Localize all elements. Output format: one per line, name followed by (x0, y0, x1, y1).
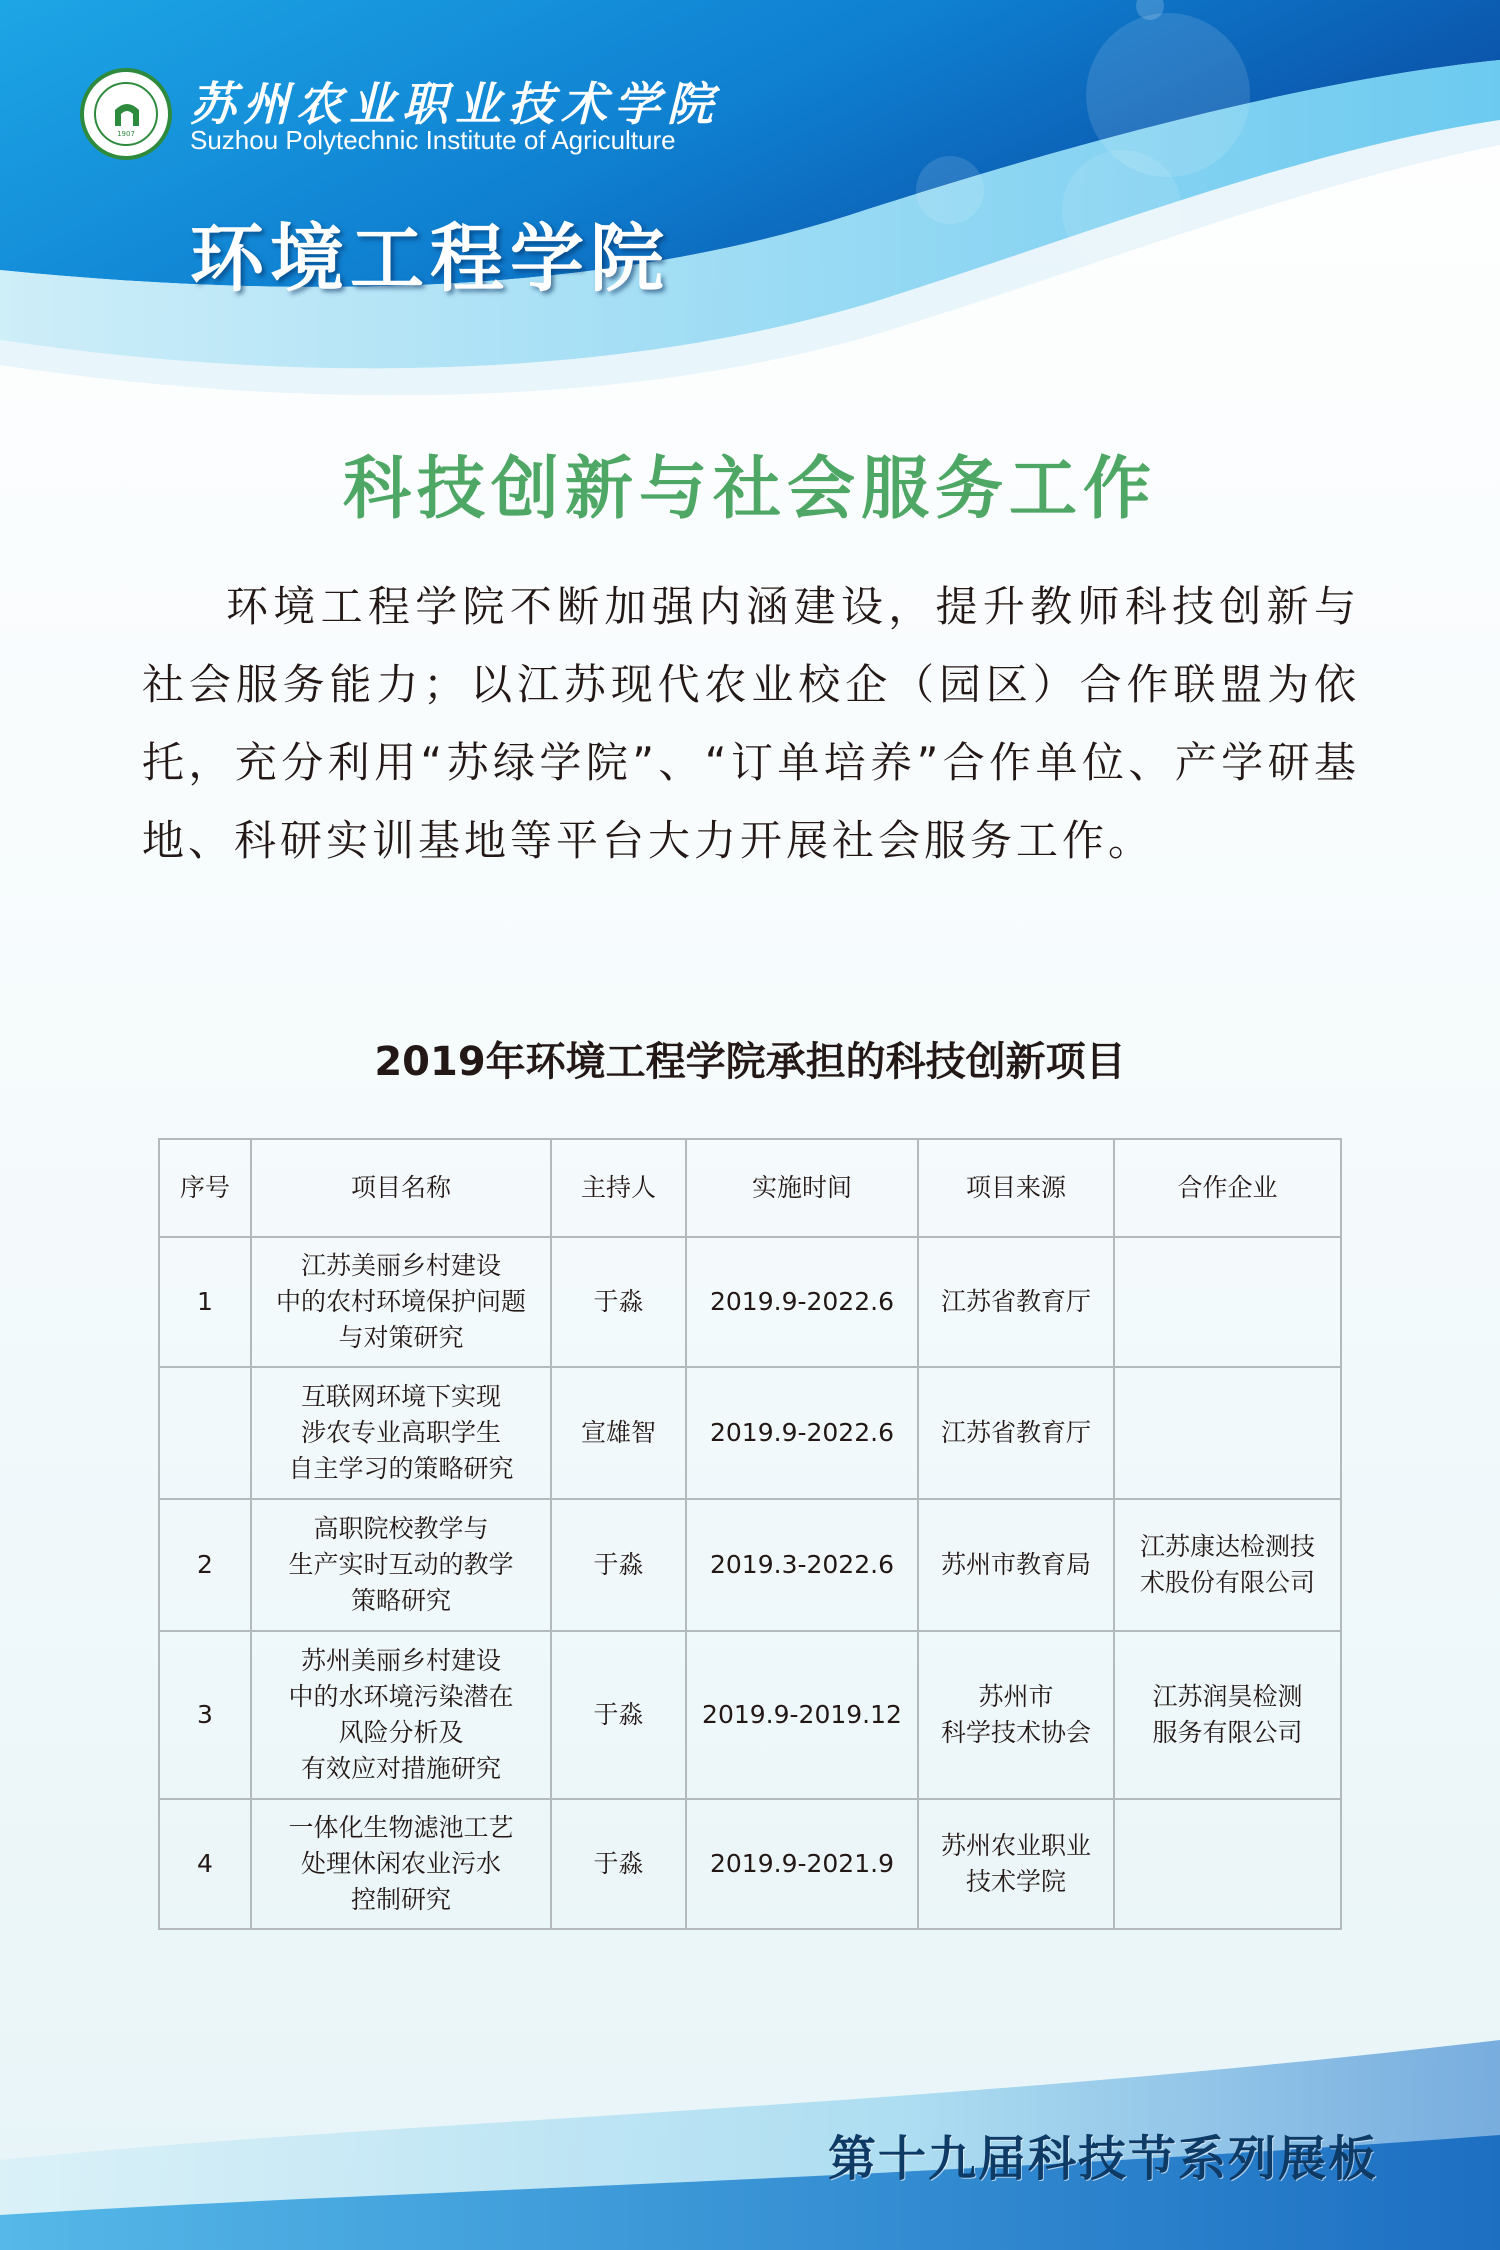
cell-source-line: 苏州市教育局 (940, 1550, 1091, 1579)
emblem-year: 1907 (117, 130, 135, 138)
table-row (159, 1367, 1341, 1499)
cell-name-line: 自主学习的策略研究 (288, 1454, 514, 1483)
cell-source-line: 江苏省教育厅 (940, 1287, 1091, 1316)
cell-name-line: 风险分析及 (338, 1718, 464, 1747)
cell-name-line: 中的水环境污染潜在 (288, 1682, 514, 1711)
cell-source (918, 1631, 1114, 1799)
table-body (159, 1237, 1341, 1929)
cell-time: 2019.9-2022.6 (686, 1237, 918, 1367)
intro-paragraph: 环境工程学院不断加强内涵建设，提升教师科技创新与社会服务能力；以江苏现代农业校企（园区）合作联盟为依托，充分利用“苏绿学院”、“订单培养”合作单位、产学研基地、科研实训基地等平台大力开展社会服务工作。 (142, 582, 1360, 865)
cell-name (251, 1799, 551, 1929)
cell-source (918, 1367, 1114, 1499)
cell-name (251, 1631, 551, 1799)
cell-source (918, 1499, 1114, 1631)
cell-name (251, 1367, 551, 1499)
table-row (159, 1799, 1341, 1929)
cell-no: 4 (159, 1799, 251, 1929)
table-title: 2019年环境工程学院承担的科技创新项目 (374, 1039, 1126, 1085)
cell-partner-line: 江苏润昊检测 (1152, 1682, 1303, 1711)
cell-name-line: 策略研究 (350, 1586, 451, 1615)
cell-source (918, 1799, 1114, 1929)
cell-time: 2019.9-2021.9 (686, 1799, 918, 1929)
cell-partner (1114, 1799, 1341, 1929)
cell-name-line: 互联网环境下实现 (300, 1382, 501, 1411)
col-header-time: 实施时间 (686, 1139, 918, 1237)
cell-name-line: 涉农专业高职学生 (300, 1418, 501, 1447)
school-emblem-icon (80, 68, 172, 160)
cell-source (918, 1237, 1114, 1367)
cell-time: 2019.3-2022.6 (686, 1499, 918, 1631)
project-table (158, 1138, 1342, 1930)
cell-no (159, 1367, 251, 1499)
col-header-host: 主持人 (551, 1139, 686, 1237)
cell-name (251, 1499, 551, 1631)
cell-host: 于淼 (551, 1499, 686, 1631)
table-row (159, 1499, 1341, 1631)
cell-host: 宣雄智 (551, 1367, 686, 1499)
cell-name-line: 生产实时互动的教学 (288, 1550, 514, 1579)
cell-host: 于淼 (551, 1631, 686, 1799)
cell-host: 于淼 (551, 1237, 686, 1367)
cell-partner-line: 服务有限公司 (1152, 1718, 1303, 1747)
cell-partner-line: 江苏康达检测技 (1139, 1532, 1315, 1561)
cell-time: 2019.9-2019.12 (686, 1631, 918, 1799)
col-header-source: 项目来源 (918, 1139, 1114, 1237)
college-name: 环境工程学院 (190, 216, 670, 302)
cell-source-line: 技术学院 (965, 1867, 1066, 1896)
cell-name-line: 中的农村环境保护问题 (275, 1287, 526, 1316)
cell-partner (1114, 1237, 1341, 1367)
cell-name-line: 控制研究 (350, 1885, 451, 1914)
cell-name (251, 1237, 551, 1367)
table-header-row (159, 1139, 1341, 1237)
cell-no: 2 (159, 1499, 251, 1631)
col-header-no: 序号 (159, 1139, 251, 1237)
cell-no: 1 (159, 1237, 251, 1367)
cell-partner (1114, 1367, 1341, 1499)
cell-partner (1114, 1499, 1341, 1631)
cell-partner (1114, 1631, 1341, 1799)
cell-name-line: 一体化生物滤池工艺 (288, 1813, 514, 1842)
cell-source-line: 苏州农业职业 (940, 1831, 1091, 1860)
cell-time: 2019.9-2022.6 (686, 1367, 918, 1499)
cell-name-line: 苏州美丽乡村建设 (300, 1646, 501, 1675)
school-name-cn: 苏州农业职业技术学院 (190, 77, 720, 131)
cell-name-line: 处理休闲农业污水 (300, 1849, 501, 1878)
col-header-name: 项目名称 (251, 1139, 551, 1237)
col-header-partner: 合作企业 (1114, 1139, 1341, 1237)
gate-icon (112, 98, 142, 128)
footer-label: 第十九届科技节系列展板 (827, 2131, 1378, 2187)
table-row (159, 1237, 1341, 1367)
cell-host: 于淼 (551, 1799, 686, 1929)
school-name-en: Suzhou Polytechnic Institute of Agriculture (190, 125, 676, 155)
cell-source-line: 苏州市 (978, 1682, 1054, 1711)
cell-name-line: 与对策研究 (338, 1323, 464, 1352)
cell-source-line: 科学技术协会 (940, 1718, 1091, 1747)
section-headline: 科技创新与社会服务工作 (342, 450, 1157, 529)
cell-name-line: 有效应对措施研究 (300, 1754, 501, 1783)
cell-name-line: 高职院校教学与 (313, 1514, 489, 1543)
cell-partner-line: 术股份有限公司 (1139, 1568, 1315, 1597)
cell-source-line: 江苏省教育厅 (940, 1418, 1091, 1447)
cell-name-line: 江苏美丽乡村建设 (300, 1251, 501, 1280)
emblem-ring (94, 82, 158, 146)
table-row (159, 1631, 1341, 1799)
cell-no: 3 (159, 1631, 251, 1799)
